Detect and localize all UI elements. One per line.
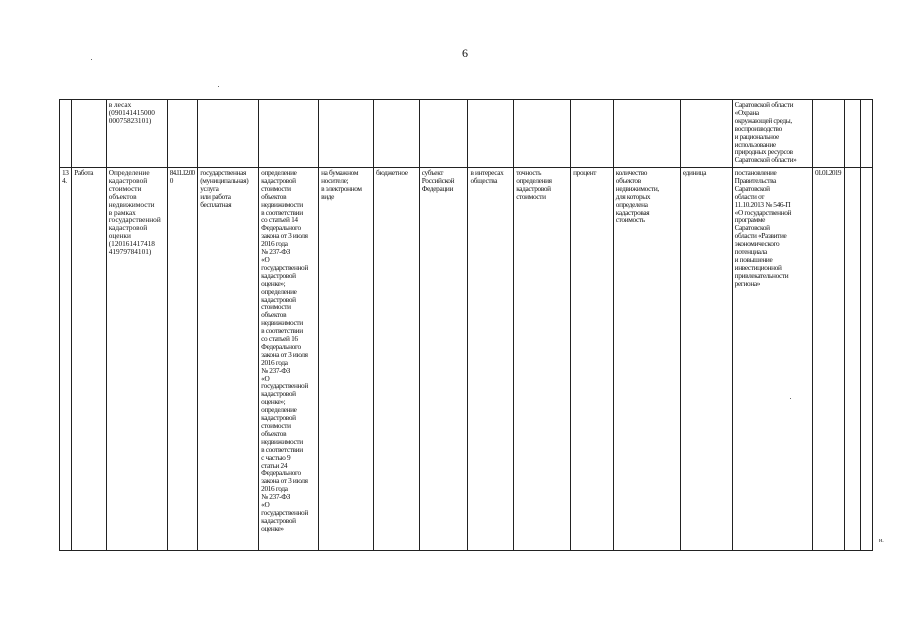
- services-registry-table: [59, 99, 873, 551]
- cell-payment: [373, 100, 419, 168]
- cell-code: [167, 100, 197, 168]
- table-row-134: [60, 168, 873, 551]
- cell-indicator-name: [514, 100, 571, 168]
- cell-unit: процент: [571, 168, 614, 551]
- cell-extra-1: [845, 168, 860, 551]
- cell-basis: Саратовской области «Охрана окружающей среды, воспроизводство и рациональное использование природных ресурсов Саратовской области»: [732, 100, 812, 168]
- cell-volume-indicator: [613, 100, 680, 168]
- cell-basis: постановление Правительства Саратовской области от 11.10.2013 № 546-П «О государственной программе Саратовской области «Развитие экономического потенциала и повышение инвестиционной привлекательности региона»: [732, 168, 812, 551]
- cell-payment: бюджетное: [373, 168, 419, 551]
- cell-volume-unit: [680, 100, 732, 168]
- cell-volume-indicator: количество объектов недвижимости, для которых определена кадастровая стоимость: [613, 168, 680, 551]
- side-mark: н.: [879, 538, 884, 544]
- cell-kind: Работа: [72, 168, 107, 551]
- cell-interest: в интересах общества: [468, 168, 514, 551]
- cell-extra-2: [860, 100, 872, 168]
- cell-interest: [468, 100, 514, 168]
- cell-form: на бумажном носителе; в электронном виде: [319, 168, 374, 551]
- cell-extra-2: [860, 168, 872, 551]
- cell-consumer: субъект Российской Федерации: [419, 168, 468, 551]
- cell-kind: [72, 100, 107, 168]
- cell-date: 01.01.2019: [812, 168, 845, 551]
- table-row-previous: [60, 100, 873, 168]
- cell-name: Определение кадастровой стоимости объектов недвижимости в рамках государственной кадастровой оценки (120161417418 41979784101): [106, 168, 167, 551]
- cell-volume-unit: единица: [680, 168, 732, 551]
- cell-number: 134.: [60, 168, 72, 551]
- cell-code: 84.11.12.000: [167, 168, 197, 551]
- cell-type: государственная (муниципальная) услуга или работа бесплатная: [198, 168, 259, 551]
- cell-name: в лесах (090141415000 00075823101): [106, 100, 167, 168]
- cell-unit: [571, 100, 614, 168]
- cell-content: [259, 100, 319, 168]
- cell-content: определение кадастровой стоимости объектов недвижимости в соответствии со статьей 14 Федерального закона от 3 июля 2016 года № 237-ФЗ «О государственной кадастровой оценке»; определение кадастровой стоимости объектов недвижимости в соответствии со статьей 16 Федерального закона от 3 июля 2016 года № 237-ФЗ «О государственной кадастровой оценке»; определение кадастровой стоимости объектов недвижимости в соответствии с частью 9 статьи 24 Федерального закона от 3 июля 2016 года № 237-ФЗ «О государственной кадастровой оценке»: [259, 168, 319, 551]
- cell-date: [812, 100, 845, 168]
- cell-number: [60, 100, 72, 168]
- scan-dot: [218, 86, 219, 87]
- cell-consumer: [419, 100, 468, 168]
- cell-form: [319, 100, 374, 168]
- cell-indicator-name: точность определения кадастровой стоимости: [514, 168, 571, 551]
- page-number: 6: [462, 46, 468, 60]
- cell-type: [198, 100, 259, 168]
- scan-dot: [91, 59, 92, 60]
- cell-extra-1: [845, 100, 860, 168]
